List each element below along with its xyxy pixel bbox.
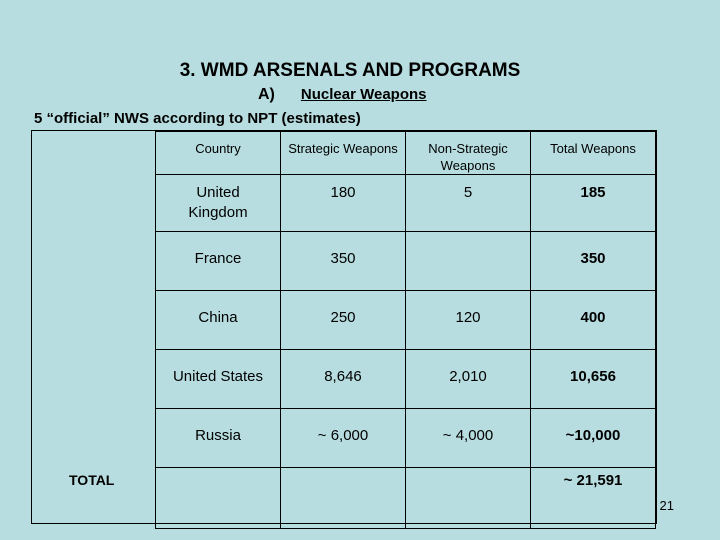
total-cell: 10,656 bbox=[531, 350, 656, 409]
table-header-row bbox=[156, 132, 656, 175]
total-cell: ~10,000 bbox=[531, 409, 656, 468]
non-strategic-cell: 5 bbox=[406, 175, 531, 232]
strategic-cell: 8,646 bbox=[281, 350, 406, 409]
header-country: Country bbox=[156, 132, 281, 175]
header-strategic: Strategic Weapons bbox=[281, 132, 406, 175]
strategic-cell: 350 bbox=[281, 232, 406, 291]
non-strategic-cell: 2,010 bbox=[406, 350, 531, 409]
slide-title: 3. WMD ARSENALS AND PROGRAMS bbox=[179, 60, 521, 81]
table-row bbox=[156, 291, 656, 350]
table-row bbox=[156, 409, 656, 468]
total-label: TOTAL bbox=[69, 472, 115, 488]
page-number: 21 bbox=[659, 498, 674, 513]
table-row bbox=[156, 232, 656, 291]
total-cell: 185 bbox=[531, 175, 656, 232]
grand-total-cell: ~ 21,591 bbox=[531, 468, 656, 529]
total-row-non-strategic-cell bbox=[406, 468, 531, 529]
table-row bbox=[156, 175, 656, 232]
table-subtitle: 5 “official” NWS according to NPT (estimates) bbox=[34, 110, 361, 127]
strategic-cell: 180 bbox=[281, 175, 406, 232]
total-cell: 350 bbox=[531, 232, 656, 291]
total-cell: 400 bbox=[531, 291, 656, 350]
section-title: Nuclear Weapons bbox=[300, 86, 427, 103]
non-strategic-cell bbox=[406, 232, 531, 291]
country-cell: United States bbox=[156, 350, 281, 409]
total-row-country-cell bbox=[156, 468, 281, 529]
total-row bbox=[156, 468, 656, 529]
country-cell: France bbox=[156, 232, 281, 291]
strategic-cell: ~ 6,000 bbox=[281, 409, 406, 468]
section-heading bbox=[258, 86, 427, 104]
header-total: Total Weapons bbox=[531, 132, 656, 175]
country-cell: China bbox=[156, 291, 281, 350]
non-strategic-cell: ~ 4,000 bbox=[406, 409, 531, 468]
total-row-strategic-cell bbox=[281, 468, 406, 529]
arsenal-table bbox=[155, 131, 656, 529]
non-strategic-cell: 120 bbox=[406, 291, 531, 350]
country-cell: United Kingdom bbox=[156, 175, 281, 232]
header-non-strategic: Non-Strategic Weapons bbox=[406, 132, 531, 175]
section-letter: A) bbox=[258, 86, 275, 103]
country-cell: Russia bbox=[156, 409, 281, 468]
table-row bbox=[156, 350, 656, 409]
strategic-cell: 250 bbox=[281, 291, 406, 350]
